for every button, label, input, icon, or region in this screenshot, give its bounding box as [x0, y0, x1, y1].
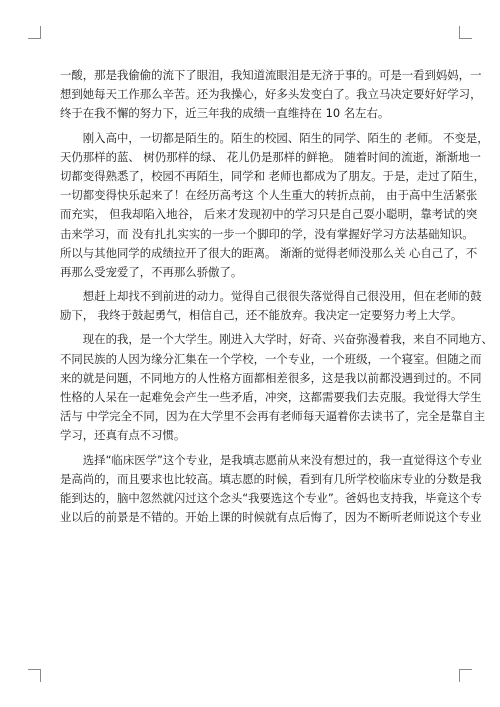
crop-mark-top-right [459, 26, 472, 39]
text-line: 刚入高中，一切都是陌生的。陌生的校园、陌生的同学、陌生的 老师。 不变是， [60, 130, 489, 145]
text-line: 性格的人呆在一起难免会产生一些矛盾，冲突，这都需要我们去克服。我觉得大学生 [60, 390, 482, 404]
text-line: 励下， 我终于鼓起勇气，相信自己，还不能放弃。我决定一定要努力考上大学。 [60, 308, 463, 323]
text-line: 想赶上却找不到前进的动力。觉得自己很很失落觉得自己很没用，但在老师的鼓 [60, 289, 482, 304]
text-line: 现在的我，是一个大学生。刚进入大学时，好奇、兴奋弥漫着我，来自不同地方、 [60, 332, 493, 347]
text-line: 来的就是问题，不同地方的人性格方面都相差很多，这是我以前都没遇到过的。不同 [60, 370, 482, 385]
crop-mark-bottom-right [459, 669, 472, 682]
text-line: 所以与其他同学的成绩拉开了很大的距离。 渐渐的觉得老师没那么关 心自己了，不 [60, 245, 478, 260]
text-line: 击来学习，而 没有扎扎实实的一步一个脚印的学，没有掌握好学习方法基础知识。 [60, 226, 474, 241]
text-line: 一酸，那是我偷偷的流下了眼泪，我知道流眼泪是无济于事的。可是一看到妈妈，一 [60, 68, 482, 82]
text-line: 业以后的前景是不错的。开始上课的时候就有点后悔了，因为不断听老师说这个专业 [60, 510, 482, 525]
paragraph [60, 66, 482, 124]
text-line: 活与 中学完全不同，因为在大学里不会再有老师每天逼着你去读书了，完全是靠自主 [60, 409, 486, 424]
text-line: 选择“临床医学”这个专业，是我填志愿前从来没有想过的，我一直觉得这个专业 [60, 452, 482, 467]
text-line: 学习，还真有点不习惯。 [60, 428, 186, 443]
text-line: 是高尚的，而且要求也比较高。填志愿的时候，看到有几所学校临床专业的分数是我 [60, 471, 482, 486]
text-line: 切都变得熟悉了，校园不再陌生，同学和 老师也都成为了朋友。于是，走过了陌生， [60, 168, 486, 183]
text-line: 终于在我不懈的努力下，近三年我的成绩一直维持在 10 名左右。 [60, 106, 390, 121]
text-line: 再那么受宠爱了，不再那么骄傲了。 [60, 264, 243, 279]
text-line: 想到她每天工作那么辛苦。还为我操心，好多头发变白了。我立马决定要好好学习， [60, 87, 482, 102]
text-line: 一切都变得快乐起来了！在经历高考这 个人生重大的转折点前， 由于高中生活紧张 [60, 188, 478, 203]
text-line: 能到达的，脑中忽然就闪过这个念头“我要选这个专业”。爸妈也支持我，毕竟这个专 [60, 490, 482, 505]
text-line: 不同民族的人因为缘分汇集在一个学校，一个专业，一个班级，一个寝室。但随之而 [60, 351, 482, 366]
text-line: 天仍那样的蓝、 树仍那样的绿、 花儿仍是那样的鲜艳。 随着时间的流逝，渐渐地一 [60, 149, 481, 164]
paragraph [60, 330, 493, 445]
paragraph [60, 129, 489, 283]
paragraph [60, 287, 482, 325]
paragraph [60, 451, 482, 528]
document-body [60, 66, 493, 527]
text-line: 而充实， 但我却陷入地谷， 后来才发现初中的学习只是自己耍小聪明，靠考试的突 [60, 207, 478, 222]
crop-mark-bottom-left [28, 669, 41, 682]
crop-mark-top-left [28, 26, 41, 39]
